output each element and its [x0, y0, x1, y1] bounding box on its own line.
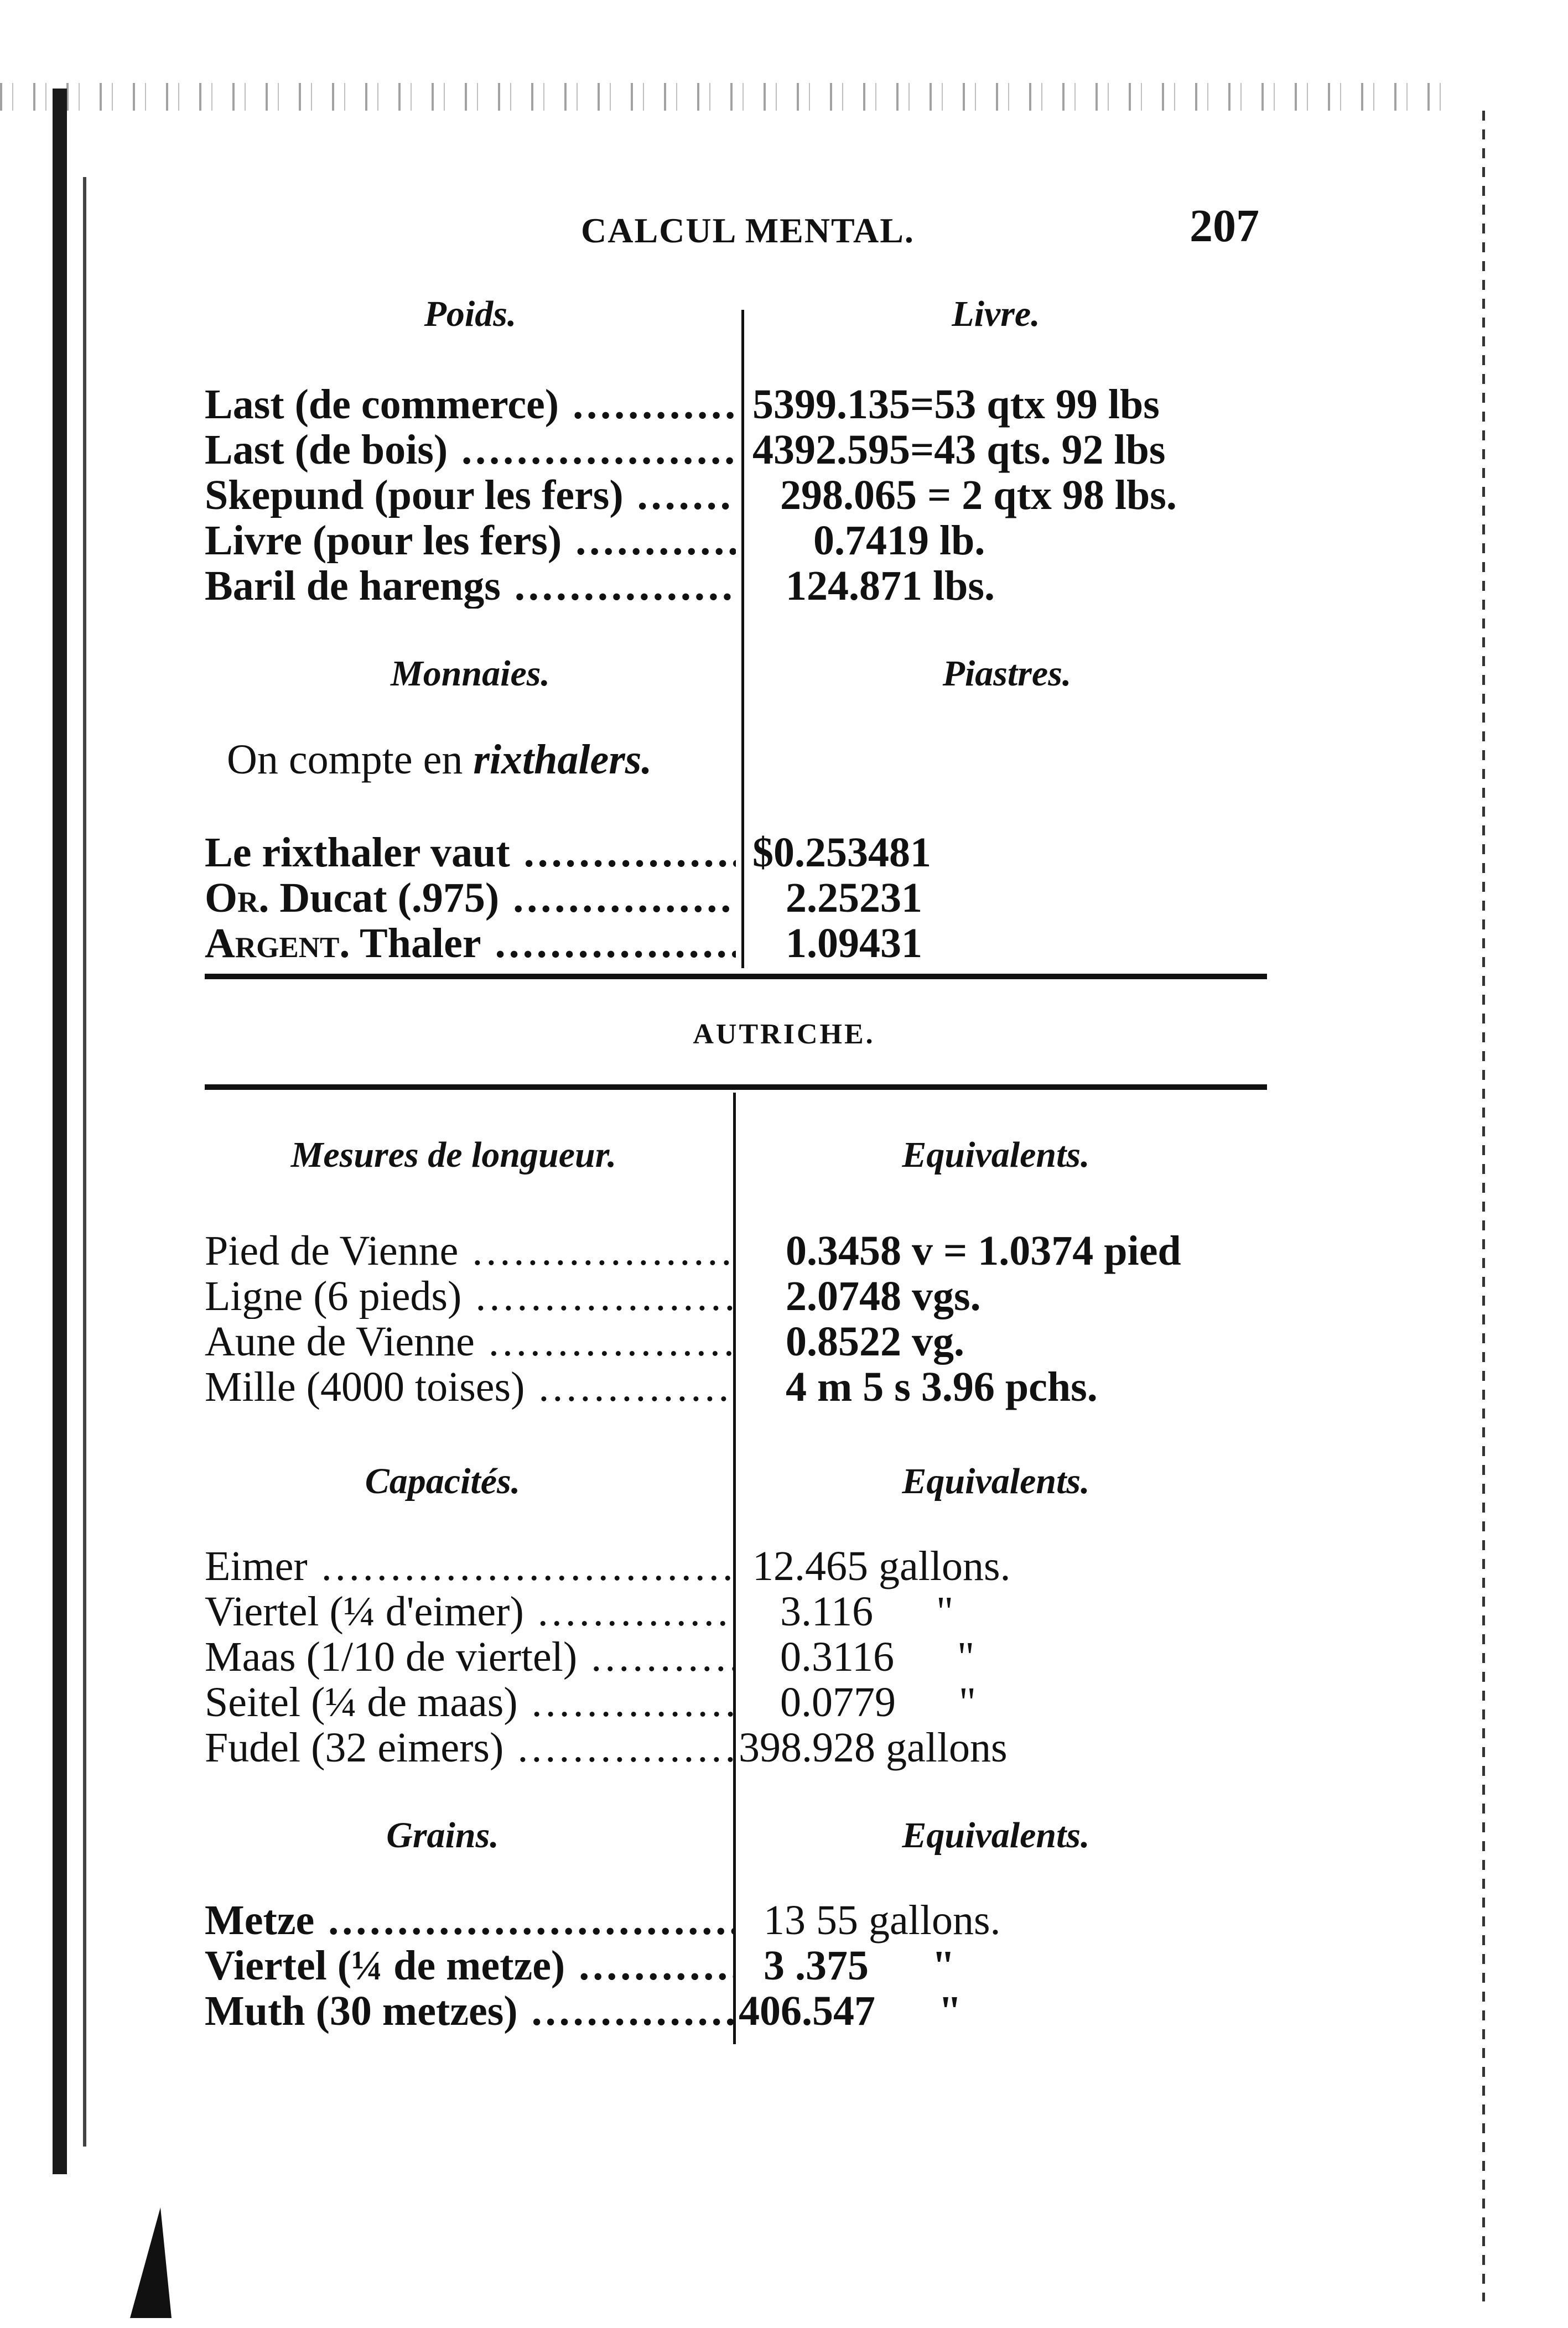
running-title: CALCUL MENTAL.: [581, 211, 915, 250]
row-value: 0.3116 ": [780, 1634, 975, 1680]
section-rule-bottom: [205, 1084, 1267, 1090]
grains-heading-left: Grains.: [386, 1815, 499, 1856]
length-heading-left: Mesures de longueur.: [290, 1135, 617, 1175]
row-label: Aune de Vienne .....: [205, 1319, 736, 1364]
row-value: 0.7419 lb.: [813, 517, 985, 564]
coins-note-text: On compte en: [227, 736, 463, 783]
row-value: 406.547 ": [739, 1988, 962, 2034]
grains-heading-right: Equivalents.: [902, 1815, 1090, 1856]
scan-edge-left-inner: [83, 177, 86, 2147]
weights-heading-left: Poids.: [424, 294, 517, 334]
scan-edge-left: [53, 89, 67, 2174]
section-title: AUTRICHE.: [693, 1018, 875, 1050]
row-label: [205, 875, 736, 921]
row-label: [205, 921, 736, 966]
row-label: Last (de bois) .....: [205, 427, 736, 472]
capacity-row: [205, 1680, 1311, 1725]
coins-heading-left: Monnaies.: [391, 653, 550, 694]
capacity-row: [205, 1634, 1311, 1680]
row-value: $0.253481: [752, 829, 931, 876]
grains-row: [205, 1943, 1311, 1988]
row-label: Pied de Vienne .....: [205, 1228, 736, 1274]
length-heading-right: Equivalents.: [902, 1135, 1090, 1175]
capacity-heading-right: Equivalents.: [902, 1461, 1090, 1501]
coins-note: [227, 736, 652, 784]
capacity-row: [205, 1544, 1311, 1589]
row-label: Seitel (¼ de maas) .....: [205, 1680, 736, 1725]
weights-row: [205, 472, 1311, 518]
row-label: Eimer .....: [205, 1544, 736, 1589]
scan-noise-top: [0, 83, 1461, 111]
row-label: Mille (4000 toises) .....: [205, 1364, 736, 1410]
coins-row: [205, 921, 1311, 966]
scan-edge-right: [1482, 111, 1485, 2301]
row-value: 4392.595=43 qts. 92 lbs: [752, 427, 1166, 473]
coins-note-emphasis: rixthalers.: [473, 736, 652, 783]
row-label-text: Le rixthaler vaut: [205, 830, 510, 875]
row-label-text: Ducat (.975): [279, 875, 500, 921]
row-label: Baril de harengs .....: [205, 563, 736, 609]
row-label: Ligne (6 pieds) .....: [205, 1274, 736, 1319]
row-label-prefix: Argent.: [205, 921, 350, 966]
page-header: [0, 199, 1568, 254]
row-value: 298.065 = 2 qtx 98 lbs.: [780, 472, 1177, 518]
coins-heading-right: Piastres.: [942, 653, 1072, 694]
capacity-row: [205, 1725, 1311, 1770]
row-value: 13 55 gallons.: [764, 1897, 1001, 1944]
capacity-row: [205, 1589, 1311, 1634]
row-label: Livre (pour les fers) .....: [205, 518, 736, 563]
weights-row: [205, 563, 1311, 609]
row-value: 0.3458 v = 1.0374 pied: [786, 1228, 1181, 1274]
row-label: Maas (1/10 de viertel) .....: [205, 1634, 736, 1680]
weights-row: [205, 518, 1311, 563]
row-value: 12.465 gallons.: [752, 1543, 1011, 1589]
grains-row: [205, 1898, 1311, 1943]
row-label: Skepund (pour les fers) .....: [205, 472, 736, 518]
row-value: 2.0748 vgs.: [786, 1273, 981, 1319]
length-row: [205, 1228, 1311, 1274]
coins-row: [205, 830, 1311, 875]
scan-corner-mark: [130, 2207, 172, 2318]
row-label: [205, 830, 736, 875]
capacity-heading-left: Capacités.: [365, 1461, 521, 1501]
length-row: [205, 1364, 1311, 1410]
row-label: Muth (30 metzes) .....: [205, 1988, 736, 2034]
row-label: Viertel (¼ d'eimer) .....: [205, 1589, 736, 1634]
row-label-text: Thaler: [360, 921, 481, 966]
row-label: Fudel (32 eimers) .....: [205, 1725, 736, 1770]
row-value: 0.8522 vg.: [786, 1318, 964, 1365]
weights-row: [205, 427, 1311, 472]
coins-row: [205, 875, 1311, 921]
row-value: 5399.135=53 qtx 99 lbs: [752, 381, 1160, 428]
row-value: 3 .375 ": [764, 1942, 956, 1989]
length-row: [205, 1274, 1311, 1319]
page-number: 207: [1190, 200, 1259, 252]
row-label: Last (de commerce) .....: [205, 382, 736, 427]
length-row: [205, 1319, 1311, 1364]
row-value: 4 m 5 s 3.96 pchs.: [786, 1364, 1098, 1410]
grains-row: [205, 1988, 1311, 2034]
row-value: 2.25231: [786, 875, 922, 921]
row-label: Viertel (¼ de metze) .....: [205, 1943, 736, 1988]
row-value: 124.871 lbs.: [786, 563, 995, 609]
row-label-prefix: Or.: [205, 875, 269, 921]
row-value: 0.0779 ": [780, 1679, 977, 1726]
row-value: 398.928 gallons: [739, 1724, 1008, 1771]
row-value: 1.09431: [786, 920, 922, 966]
weights-row: [205, 382, 1311, 427]
weights-heading-right: Livre.: [952, 294, 1040, 334]
row-label: Metze .....: [205, 1898, 736, 1943]
row-value: 3.116 ": [780, 1588, 954, 1635]
section-rule-top: [205, 974, 1267, 979]
